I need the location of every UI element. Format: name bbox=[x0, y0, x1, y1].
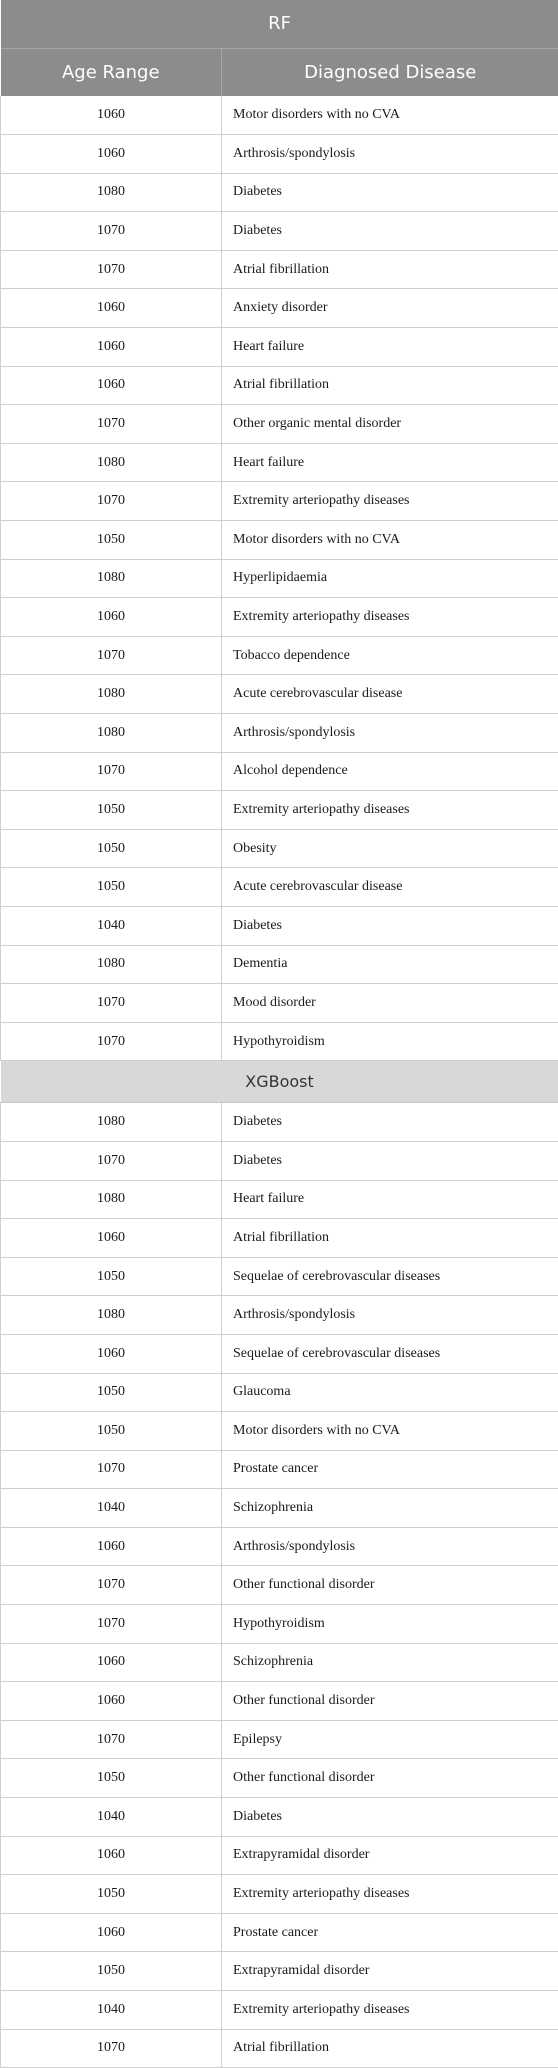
diagnosed-disease-cell: Anxiety disorder bbox=[222, 289, 558, 328]
table-row bbox=[1, 482, 558, 521]
age-range-cell: 1070 bbox=[1, 212, 222, 251]
diagnosed-disease-cell: Acute cerebrovascular disease bbox=[222, 868, 558, 907]
age-range-cell: 1060 bbox=[1, 96, 222, 135]
age-range-cell: 1060 bbox=[1, 328, 222, 367]
age-range-cell: 1070 bbox=[1, 636, 222, 675]
table-row bbox=[1, 1527, 558, 1566]
table-row bbox=[1, 96, 558, 135]
diagnosed-disease-cell: Arthrosis/spondylosis bbox=[222, 1296, 558, 1335]
age-range-cell: 1070 bbox=[1, 1605, 222, 1644]
diagnosed-disease-cell: Atrial fibrillation bbox=[222, 2029, 558, 2068]
table-row bbox=[1, 636, 558, 675]
diagnosed-disease-cell: Motor disorders with no CVA bbox=[222, 1412, 558, 1451]
age-range-cell: 1060 bbox=[1, 1643, 222, 1682]
table-row bbox=[1, 1836, 558, 1875]
table-body bbox=[1, 96, 558, 2068]
age-range-cell: 1040 bbox=[1, 906, 222, 945]
diagnosed-disease-cell: Mood disorder bbox=[222, 984, 558, 1023]
age-range-cell: 1080 bbox=[1, 443, 222, 482]
age-range-cell: 1050 bbox=[1, 791, 222, 830]
age-range-cell: 1050 bbox=[1, 829, 222, 868]
table-row bbox=[1, 521, 558, 560]
diagnosed-disease-cell: Extremity arteriopathy diseases bbox=[222, 791, 558, 830]
age-range-cell: 1070 bbox=[1, 1141, 222, 1180]
age-range-cell: 1080 bbox=[1, 1103, 222, 1142]
diagnosed-disease-cell: Atrial fibrillation bbox=[222, 1219, 558, 1258]
diagnosed-disease-cell: Sequelae of cerebrovascular diseases bbox=[222, 1257, 558, 1296]
table-row bbox=[1, 1296, 558, 1335]
age-range-cell: 1080 bbox=[1, 1296, 222, 1335]
diagnosed-disease-cell: Extremity arteriopathy diseases bbox=[222, 1875, 558, 1914]
table-row bbox=[1, 1489, 558, 1528]
table-row bbox=[1, 250, 558, 289]
age-range-cell: 1080 bbox=[1, 559, 222, 598]
table-row bbox=[1, 2029, 558, 2068]
age-range-cell: 1040 bbox=[1, 1991, 222, 2030]
table-row bbox=[1, 1720, 558, 1759]
diagnosed-disease-cell: Diabetes bbox=[222, 173, 558, 212]
table-row bbox=[1, 1373, 558, 1412]
diagnosed-disease-cell: Diabetes bbox=[222, 1103, 558, 1142]
table-title: RF bbox=[1, 0, 558, 48]
diagnosed-disease-cell: Dementia bbox=[222, 945, 558, 984]
age-range-cell: 1050 bbox=[1, 1875, 222, 1914]
table-row bbox=[1, 1022, 558, 1061]
diagnosed-disease-cell: Motor disorders with no CVA bbox=[222, 521, 558, 560]
age-range-cell: 1070 bbox=[1, 1450, 222, 1489]
diagnosed-disease-cell: Extremity arteriopathy diseases bbox=[222, 1991, 558, 2030]
table-row bbox=[1, 1257, 558, 1296]
table-row bbox=[1, 1798, 558, 1837]
diagnosed-disease-cell: Prostate cancer bbox=[222, 1913, 558, 1952]
table-row bbox=[1, 868, 558, 907]
age-range-cell: 1050 bbox=[1, 521, 222, 560]
age-range-cell: 1040 bbox=[1, 1489, 222, 1528]
table-row bbox=[1, 1913, 558, 1952]
diagnosed-disease-cell: Diabetes bbox=[222, 1798, 558, 1837]
table-row bbox=[1, 752, 558, 791]
age-range-cell: 1070 bbox=[1, 482, 222, 521]
age-range-cell: 1070 bbox=[1, 1566, 222, 1605]
age-range-cell: 1060 bbox=[1, 1913, 222, 1952]
table-row bbox=[1, 405, 558, 444]
table-row bbox=[1, 1643, 558, 1682]
diagnosed-disease-cell: Hyperlipidaemia bbox=[222, 559, 558, 598]
table-row bbox=[1, 1605, 558, 1644]
table-row bbox=[1, 1141, 558, 1180]
age-range-cell: 1050 bbox=[1, 1412, 222, 1451]
age-range-cell: 1040 bbox=[1, 1798, 222, 1837]
table-row bbox=[1, 675, 558, 714]
diagnosed-disease-cell: Motor disorders with no CVA bbox=[222, 96, 558, 135]
diagnosed-disease-cell: Other functional disorder bbox=[222, 1682, 558, 1721]
section-header-row bbox=[1, 1061, 558, 1103]
table-row bbox=[1, 135, 558, 174]
age-range-cell: 1060 bbox=[1, 366, 222, 405]
age-range-cell: 1050 bbox=[1, 1373, 222, 1412]
diagnosed-disease-cell: Prostate cancer bbox=[222, 1450, 558, 1489]
table-row bbox=[1, 906, 558, 945]
diagnosed-disease-cell: Hypothyroidism bbox=[222, 1605, 558, 1644]
diagnosed-disease-cell: Extrapyramidal disorder bbox=[222, 1836, 558, 1875]
diagnosed-disease-cell: Heart failure bbox=[222, 443, 558, 482]
diagnosed-disease-cell: Extrapyramidal disorder bbox=[222, 1952, 558, 1991]
diagnosed-disease-cell: Atrial fibrillation bbox=[222, 250, 558, 289]
diagnosed-disease-cell: Other organic mental disorder bbox=[222, 405, 558, 444]
diagnosed-disease-cell: Other functional disorder bbox=[222, 1759, 558, 1798]
diagnosed-disease-cell: Arthrosis/spondylosis bbox=[222, 135, 558, 174]
age-range-cell: 1050 bbox=[1, 868, 222, 907]
age-range-cell: 1060 bbox=[1, 598, 222, 637]
table-row bbox=[1, 714, 558, 753]
column-header-diagnosed-disease: Diagnosed Disease bbox=[222, 48, 558, 96]
age-range-cell: 1060 bbox=[1, 289, 222, 328]
table-row bbox=[1, 1991, 558, 2030]
table-row bbox=[1, 559, 558, 598]
table-row bbox=[1, 366, 558, 405]
age-range-cell: 1050 bbox=[1, 1759, 222, 1798]
diagnosed-disease-cell: Atrial fibrillation bbox=[222, 366, 558, 405]
age-range-cell: 1060 bbox=[1, 135, 222, 174]
table-row bbox=[1, 173, 558, 212]
diagnosed-disease-cell: Diabetes bbox=[222, 212, 558, 251]
age-range-cell: 1070 bbox=[1, 2029, 222, 2068]
age-range-cell: 1060 bbox=[1, 1527, 222, 1566]
section-label: XGBoost bbox=[1, 1061, 558, 1103]
age-range-cell: 1080 bbox=[1, 1180, 222, 1219]
age-range-cell: 1080 bbox=[1, 945, 222, 984]
diagnosed-disease-cell: Obesity bbox=[222, 829, 558, 868]
diagnosed-disease-cell: Heart failure bbox=[222, 328, 558, 367]
diagnosed-disease-cell: Tobacco dependence bbox=[222, 636, 558, 675]
diagnosed-disease-cell: Diabetes bbox=[222, 906, 558, 945]
diagnosed-disease-cell: Extremity arteriopathy diseases bbox=[222, 482, 558, 521]
age-range-cell: 1070 bbox=[1, 405, 222, 444]
age-range-cell: 1060 bbox=[1, 1682, 222, 1721]
age-range-cell: 1070 bbox=[1, 1720, 222, 1759]
age-range-cell: 1050 bbox=[1, 1257, 222, 1296]
age-range-cell: 1060 bbox=[1, 1836, 222, 1875]
age-range-cell: 1070 bbox=[1, 1022, 222, 1061]
diagnosed-disease-cell: Glaucoma bbox=[222, 1373, 558, 1412]
column-header-age-range: Age Range bbox=[1, 48, 222, 96]
table-row bbox=[1, 1334, 558, 1373]
table-row bbox=[1, 1952, 558, 1991]
age-range-cell: 1060 bbox=[1, 1219, 222, 1258]
table-row bbox=[1, 212, 558, 251]
age-range-cell: 1050 bbox=[1, 1952, 222, 1991]
age-range-cell: 1060 bbox=[1, 1334, 222, 1373]
table-row bbox=[1, 1759, 558, 1798]
table-row bbox=[1, 1412, 558, 1451]
age-range-cell: 1070 bbox=[1, 752, 222, 791]
diagnosed-disease-cell: Other functional disorder bbox=[222, 1566, 558, 1605]
table-row bbox=[1, 598, 558, 637]
table-row bbox=[1, 829, 558, 868]
diagnosed-disease-cell: Epilepsy bbox=[222, 1720, 558, 1759]
diagnosed-disease-cell: Alcohol dependence bbox=[222, 752, 558, 791]
table-row bbox=[1, 984, 558, 1023]
table-title-row bbox=[1, 0, 558, 48]
table-row bbox=[1, 1875, 558, 1914]
diagnosed-disease-cell: Schizophrenia bbox=[222, 1643, 558, 1682]
column-header-row bbox=[1, 48, 558, 96]
diagnosed-disease-cell: Heart failure bbox=[222, 1180, 558, 1219]
table-row bbox=[1, 945, 558, 984]
age-range-cell: 1080 bbox=[1, 714, 222, 753]
table-row bbox=[1, 1180, 558, 1219]
diagnosed-disease-cell: Schizophrenia bbox=[222, 1489, 558, 1528]
table-row bbox=[1, 791, 558, 830]
diagnosed-disease-cell: Sequelae of cerebrovascular diseases bbox=[222, 1334, 558, 1373]
diagnosed-disease-cell: Arthrosis/spondylosis bbox=[222, 1527, 558, 1566]
diagnosed-disease-cell: Arthrosis/spondylosis bbox=[222, 714, 558, 753]
age-range-cell: 1080 bbox=[1, 173, 222, 212]
table-row bbox=[1, 1450, 558, 1489]
age-range-cell: 1080 bbox=[1, 675, 222, 714]
diagnosed-disease-cell: Extremity arteriopathy diseases bbox=[222, 598, 558, 637]
table-row bbox=[1, 1103, 558, 1142]
table-row bbox=[1, 289, 558, 328]
table-row bbox=[1, 1682, 558, 1721]
diagnosed-disease-cell: Diabetes bbox=[222, 1141, 558, 1180]
diagnosed-disease-cell: Acute cerebrovascular disease bbox=[222, 675, 558, 714]
table-row bbox=[1, 1566, 558, 1605]
table-row bbox=[1, 328, 558, 367]
age-range-cell: 1070 bbox=[1, 984, 222, 1023]
table-row bbox=[1, 443, 558, 482]
diagnosed-disease-cell: Hypothyroidism bbox=[222, 1022, 558, 1061]
table-row bbox=[1, 1219, 558, 1258]
age-range-cell: 1070 bbox=[1, 250, 222, 289]
